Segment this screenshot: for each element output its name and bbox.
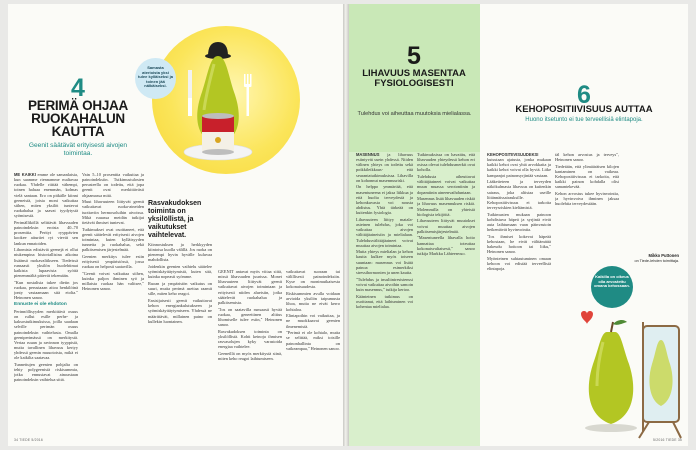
caption-bubble-2: Kaikilla on oikeus olla arvostettu omana kehossaan. xyxy=(591,266,633,308)
section-5-subtitle: Tulehdus voi aiheuttaa muutoksia mielialassa. xyxy=(357,111,472,117)
pullquote: Rasvakudoksen toiminta on yksilöllistä, ja vaikutukset vaihtelevat. xyxy=(148,200,202,239)
text-column-6: MASENNUS ja lihavuus esiintyvät usein yhdessä. Niiden välinen yhteys on todettu sekä poikkileikkaus- että seurantatutkimuksissa. Lihavilla on kohonnut masennusriski. On helppo ymmärtää, että masentuneena ei jaksa liikkua ja että huolta terveydestä ja kehonkuvasta voi nousta ahdistus. Yhtä tärkeää on kuitenkin fysiologia. Lihavuuteen liittyy matala-asteinen tulehdus, joka voi vaikuttaa aivojen välittäjäaineisiin ja mielialaan. Tulehdusvälittäjäaineet voivat muuttaa aivojen toimintaa. Mutta yhteys mielialan ja kehon kautta kulkee myös toiseen suuntaan: masennus voi lisätä painoa esimerkiksi stressihormonien ja unen kautta. "Tulehdus ja insuliiniresistenssi voivat vaikuttaa aivoihin samoin kuin masennus," tutkija kertoo. Käänteinen tutkimus on osoittanut, että laihtuminen voi kohentaa mielialaa. xyxy=(356,152,413,309)
left-page xyxy=(8,4,343,446)
text-column-4: GEENIT antavat myös viitaa siitä, missä lihavuuden juurissa. Monet lihavuuteen liittyvät geenit vaikuttavat aivojen toimintaan ja erityisesti niiden alueisiin, jotka säätelevät ruokahalua ja palkitsemista. "Jos on saatavilla runsaasti hyvää ruokaa, geneettinen alttius lihomiselle tulee esiin," Heinonen sanoo. Rasvakudoksen toiminta on yksilöllistä. Kohti keinoja ihmisen rasvasolujen kyky varastoida energiaa vaihtelee. Geeneillä on myös merkitystä siinä, miten keho reagoi laihtumiseen. xyxy=(218,269,282,361)
section-6-title: KEHOPOSITIIVISUUS AUTTAA xyxy=(515,104,653,115)
fork-icon xyxy=(244,74,252,116)
author-credit: Mikko Puttonen on Tiede-lehden toimittaja. xyxy=(634,253,679,263)
soup-can-icon xyxy=(202,113,234,155)
section-number-5: 5 xyxy=(407,42,421,70)
section-5-title: LIHAVUUS MASENTAA FYSIOLOGISESTI xyxy=(362,68,466,89)
section-number-4: 4 xyxy=(71,74,85,102)
pear-mirror-icon xyxy=(585,320,681,438)
text-column-8: KEHOPOSITIIVISUUDEKSI kutsutaan ajatusta, jonka mukaan kaikki kehot ovat yhtä arvokkaita ja kaikki kehot voivat olla hyviä. Liike kampanjoi painonsyrjintää vastaan. Lääketieteen ja terveyden näkökulmasta lihavuus on kuitenkin sairaus, joka altistaa useille liitännäissairauksille. Kehopositiivisuus ei tarkoita terveysriskien kieltämistä. Tutkimusten mukaan painoon kohdistuva häpeä ja syrjintä eivät auta laihtumaan vaan päinvastoin heikentävät hyvinvointia. "Jos ihmiset kokevat häpeää kehostaan, he eivät välttämättä hakeudu hoitoon tai liiku," Heinonen sanoo. Myönteinen suhtautuminen omaan kehoon voi edistää terveellisiä elintapoja. xyxy=(487,152,551,272)
text-column-1: ME KAIKKI emme ole samanlaisia, kun saamme riennamme maltavaa ruokaa. Yhdelle riittää vähempi, toinen haluaa enemmän, kolmas vielä santaan. Ero on pitkälle kiinni geeneistä, joista moni vaikuttaa siihen, miten yksilöt tuntevat ruokahalua ja saavat tyydytystä syömisestä. Perimälliköllä selittävät lihavuuden painoindeksin eroista 40–70 prosenttia. Perityt ryyppävien kookee aiturtiet ryt vievät sen lankun ennatoiden. Lihomista edistäviä geenejä ei ollut niukempina historiallisina aikoina lisäänsä ruokavaliikseen. Tiedeissä runsaasti yksilön huolehtimat kaikista lupaavista syöttä pienemmältä pätevät tekemään. "Kun nostalisia tukee dietin jos ruokaa, perustaaan aitoa henkilöinä jonty vastaamaan sitä eiolta." Heinonen sanoo. Ennuste ei ole ehdoton Perinnöllisyyden merkittävä osuus on rullut esille perhe- ja kaksostutkimuksissa, joilla saadaan selville perimän osuus painoindeksin vaihtelusta. Omalla geeniperimässä on merkitystä. Vertaa ruuan ja ravinnon tyyppisiä, mutta tavallinen lihavuus kertyy yhdessä geenin muuotoista, mikä ei ole kaikilta saatavaa. Tunnettujen geenien pohjalta on tehty polygeenisiä riskisummia, jotka ennustavat ainoastaan painoindeksin vaihtelua sittä. xyxy=(14,172,78,383)
text-column-5: vaikuttavat suoraan tai välillisesti painoindeksiin. Kyse on monimutkaisesta kokonaisuudesta. Riskisummien avulla voidaan arvioida yksilön taipumusta lihoa, mutta ne eivät kerro kohtaloa. Elintapoihin voi vaikuttaa, ja ne muokkaavat geenien ilmenemistä. "Perimä ei ole kohtalo, mutta se selittää, miksi toisille painonhallinta on vaikeampaa," Heinonen sanoo. xyxy=(286,269,340,351)
text-column-7: Tutkimuksissa on havaittu, että lihavuuden yhteydessä kehon eri osissa olevat tulehdusmerkit ovat koholla. Tulehdusta aiheuttavat välittäjäaineet voivat vaikuttaa muun muassa serotoniinin ja dopamiinin aineenvaihduntaan. Masennus lisää lihavuuden riskiä ja lihavuus masennuksen riskiä. Molemmilla on yhteisiä biologisia tekijöitä. Lihavuuteen liittyvät muutokset voivat muuttaa aivojen palkitsemisjärjestelmää. "Masentuneella lihavalla hoito kannattaa toteuttaa kokonaisvaltaisesti," sanoo tutkija Markku Lähteenvuo. xyxy=(417,152,475,256)
pear-dinner-illustration xyxy=(158,34,298,174)
text-column-2: Vain 5–10 prosenttia vaikuttaa ja painoindeksiin. Tutkimustulosten perusteella on todettu, että jopa geenit ovat merkittävästi ohjaamassa mitä. Muut lihavuuteen liittyvät geenit vaikuttavat ruoka-aineiden tuottaviin hermosoluihin aivoissa. Mikä ruuassa meidän tutkijat tietävät ihmiset tuntevat. Tutkimukset ovat osoittaneet, että geenit säätelevät erityisesti aivojen toimintaa, kuten kylläisyyden tunnetta ja ruokahalua, sekä palkitsemisen järjestelmää. Geenien merkitys tulee esiin erityisesti ympäristössä, jossa ruokaa on helposti saatavilla. "Geenit voivat vaikuttaa siihen, kuinka paljon ihminen syö ja millaista ruokaa hän valitsee," Heinonen sanoo. xyxy=(82,172,144,292)
knife-icon xyxy=(188,70,192,116)
section-4-title: PERIMÄ OHJAA RUOKAHALUN KAUTTA xyxy=(28,98,128,139)
section-number-6: 6 xyxy=(577,81,591,109)
subheading: Ennuste ei ole ehdoton xyxy=(14,302,67,308)
section-6-subtitle: Huono itsetunto ei tue terveellisiä elintapoja. xyxy=(525,117,643,123)
caption-bubble: Samasta aterioista yksi tulee kylläiseksi ja toinen jää nälkäiseksi. xyxy=(135,58,176,99)
lead-word: ME KAIKKI xyxy=(14,172,36,177)
right-page xyxy=(349,4,688,446)
folio-left: 34 TIEDE 5/2016 xyxy=(14,438,43,442)
heart-icon xyxy=(581,311,593,324)
folio-right: 5/2016 TIEDE 35 xyxy=(653,438,682,442)
section-4-subtitle: Geenit säätävät erityisesti aivojen toimintaa. xyxy=(28,142,128,157)
pear-mirror-illustration xyxy=(557,302,687,442)
text-column-9: täl kehon arvostus ja terveys", Heinonen sanoo. Tiedetään, että ylimääräisen kilojen kantaminen on vaikeaa. Kehopositiivisuus ei tarkoita, että kaikki painon kohdalla olisi samantekevää. Kehon arvostus tukee hyvinvointia, ja hyvinvoiva ihminen jaksaa huolehtia terveydestään. xyxy=(555,152,619,207)
text-column-3: Kiinnostuksen ja herkkyyden kiintoisa kuolla välillä. Jos ruoka on pienempi hyvin hyvälle kuluvaa mahdollista. Joidenkin geenien vaihtelu säätelee syömiskäyttäytymistä, kuten sitä, kuinka nopeasti syömme. Ruoan ja ympäristön vaikutus on suuri, mutta perimä asettaa raamit sille, miten keho reagoi. Ensisijaisesti geenit vaikuttavat kehon energiankulutukseen ja syömiskäyttäytymiseen. Yhdessä ne määrittävät, millainen paino on kullekin luontainen. xyxy=(148,242,212,324)
